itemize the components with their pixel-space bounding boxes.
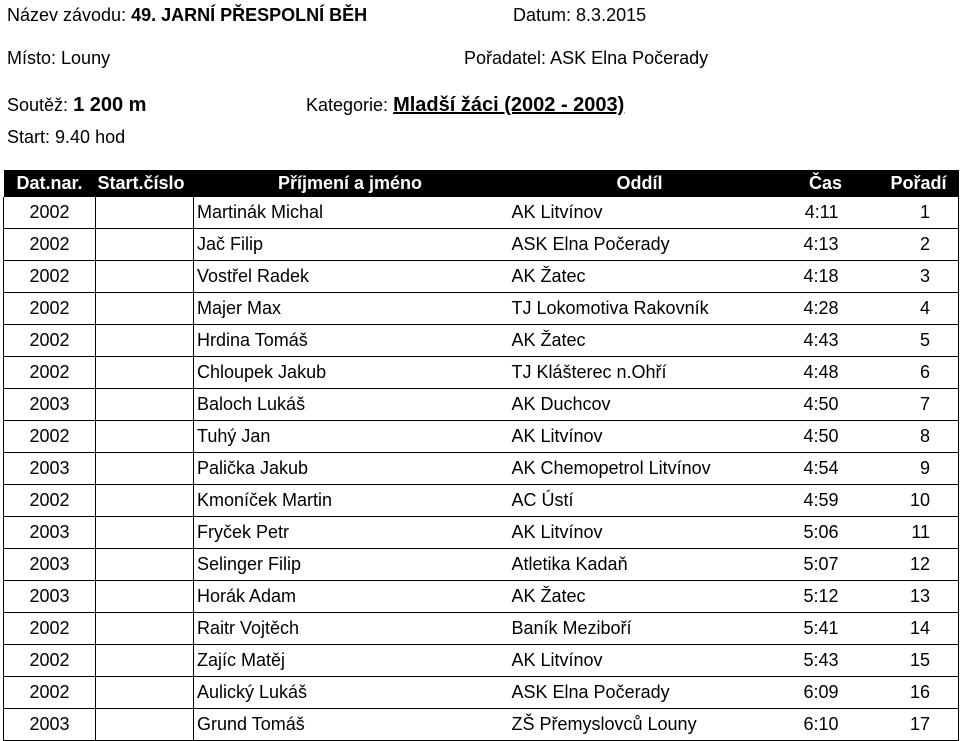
athlete-name-cell: Horák Adam [194,581,507,613]
column-header-club: Oddíl [507,170,773,197]
athlete-name-cell: Aulický Lukáš [194,677,507,709]
birth-year-cell: 2002 [4,325,96,357]
athlete-name-cell: Hrdina Tomáš [194,325,507,357]
time-cell: 4:11 [773,197,879,229]
time-cell: 4:43 [773,325,879,357]
place-cell: 2 [879,229,959,261]
date-line [513,4,646,26]
place-cell: 8 [879,421,959,453]
time-cell: 4:48 [773,357,879,389]
table-row [4,453,959,485]
athlete-name-cell: Jač Filip [194,229,507,261]
club-cell: AK Litvínov [507,421,773,453]
place-line [7,47,110,69]
time-cell: 4:50 [773,389,879,421]
club-cell: AK Duchcov [507,389,773,421]
table-row [4,549,959,581]
bib-cell [96,709,194,741]
start-value: 9.40 hod [55,127,126,147]
athlete-name-cell: Raitr Vojtěch [194,613,507,645]
place-cell: 10 [879,485,959,517]
bib-cell [96,229,194,261]
category-line [306,94,624,116]
club-cell: Atletika Kadaň [507,549,773,581]
table-row [4,293,959,325]
birth-year-cell: 2002 [4,293,96,325]
place-cell: 6 [879,357,959,389]
place-value: Louny [61,48,111,68]
athlete-name-cell: Baloch Lukáš [194,389,507,421]
athlete-name-cell: Chloupek Jakub [194,357,507,389]
bib-cell [96,325,194,357]
place-cell: 13 [879,581,959,613]
club-cell: AK Litvínov [507,197,773,229]
birth-year-cell: 2002 [4,421,96,453]
place-cell: 14 [879,613,959,645]
athlete-name-cell: Vostřel Radek [194,261,507,293]
club-cell: TJ Klášterec n.Ohří [507,357,773,389]
birth-year-cell: 2003 [4,709,96,741]
table-row [4,485,959,517]
race-name-line [7,4,367,26]
table-row [4,709,959,741]
club-cell: AK Žatec [507,261,773,293]
club-cell: Baník Meziboří [507,613,773,645]
athlete-name-cell: Majer Max [194,293,507,325]
athlete-name-cell: Martinák Michal [194,197,507,229]
birth-year-cell: 2003 [4,581,96,613]
place-cell: 12 [879,549,959,581]
column-header-name: Příjmení a jméno [194,170,507,197]
club-cell: ASK Elna Počerady [507,229,773,261]
table-row [4,613,959,645]
organizer-label: Pořadatel: [464,48,547,68]
time-cell: 5:06 [773,517,879,549]
place-cell: 9 [879,453,959,485]
column-header-place: Pořadí [879,170,959,197]
club-cell: AC Ústí [507,485,773,517]
place-label: Místo: [7,48,57,68]
birth-year-cell: 2002 [4,229,96,261]
athlete-name-cell: Tuhý Jan [194,421,507,453]
time-cell: 6:09 [773,677,879,709]
time-cell: 4:18 [773,261,879,293]
bib-cell [96,261,194,293]
time-cell: 4:50 [773,421,879,453]
birth-year-cell: 2003 [4,453,96,485]
column-header-birth-year: Dat.nar. [4,170,96,197]
table-row [4,261,959,293]
club-cell: AK Žatec [507,325,773,357]
category-value: Mladší žáci (2002 - 2003) [393,94,625,116]
time-cell: 5:07 [773,549,879,581]
table-row [4,357,959,389]
bib-cell [96,485,194,517]
time-cell: 4:59 [773,485,879,517]
time-cell: 4:54 [773,453,879,485]
time-cell: 5:43 [773,645,879,677]
bib-cell [96,197,194,229]
birth-year-cell: 2002 [4,677,96,709]
table-row [4,229,959,261]
column-header-bib: Start.číslo [96,170,194,197]
table-row [4,645,959,677]
category-label: Kategorie: [306,95,389,115]
organizer-line [464,47,708,69]
birth-year-cell: 2002 [4,485,96,517]
race-name-label: Název závodu: [7,5,127,25]
bib-cell [96,293,194,325]
bib-cell [96,613,194,645]
bib-cell [96,357,194,389]
start-line [7,126,125,148]
column-header-time: Čas [773,170,879,197]
club-cell: ASK Elna Počerady [507,677,773,709]
table-row [4,421,959,453]
bib-cell [96,389,194,421]
club-cell: AK Žatec [507,581,773,613]
club-cell: TJ Lokomotiva Rakovník [507,293,773,325]
bib-cell [96,453,194,485]
place-cell: 4 [879,293,959,325]
time-cell: 4:28 [773,293,879,325]
time-cell: 5:12 [773,581,879,613]
athlete-name-cell: Zajíc Matěj [194,645,507,677]
club-cell: AK Litvínov [507,645,773,677]
start-label: Start: [7,127,51,147]
bib-cell [96,677,194,709]
birth-year-cell: 2002 [4,613,96,645]
place-cell: 5 [879,325,959,357]
organizer-value: ASK Elna Počerady [550,48,709,68]
club-cell: AK Chemopetrol Litvínov [507,453,773,485]
place-cell: 15 [879,645,959,677]
birth-year-cell: 2002 [4,645,96,677]
bib-cell [96,549,194,581]
birth-year-cell: 2002 [4,261,96,293]
table-row [4,517,959,549]
place-cell: 3 [879,261,959,293]
race-name-value: 49. JARNÍ PŘESPOLNÍ BĚH [131,5,368,25]
time-cell: 5:41 [773,613,879,645]
table-row [4,581,959,613]
table-header-row [4,170,959,197]
place-cell: 1 [879,197,959,229]
athlete-name-cell: Fryček Petr [194,517,507,549]
table-row [4,197,959,229]
event-value: 1 200 m [73,94,147,116]
birth-year-cell: 2002 [4,197,96,229]
date-label: Datum: [513,5,572,25]
club-cell: AK Litvínov [507,517,773,549]
results-body [4,197,959,741]
athlete-name-cell: Selinger Filip [194,549,507,581]
bib-cell [96,517,194,549]
athlete-name-cell: Kmoníček Martin [194,485,507,517]
place-cell: 7 [879,389,959,421]
place-cell: 16 [879,677,959,709]
date-value: 8.3.2015 [576,5,647,25]
event-line [7,94,146,116]
bib-cell [96,645,194,677]
results-table [3,170,959,741]
place-cell: 11 [879,517,959,549]
table-row [4,677,959,709]
table-row [4,325,959,357]
table-row [4,389,959,421]
time-cell: 6:10 [773,709,879,741]
bib-cell [96,581,194,613]
athlete-name-cell: Grund Tomáš [194,709,507,741]
birth-year-cell: 2003 [4,389,96,421]
birth-year-cell: 2003 [4,549,96,581]
club-cell: ZŠ Přemyslovců Louny [507,709,773,741]
place-cell: 17 [879,709,959,741]
athlete-name-cell: Palička Jakub [194,453,507,485]
birth-year-cell: 2003 [4,517,96,549]
time-cell: 4:13 [773,229,879,261]
event-label: Soutěž: [7,95,69,115]
birth-year-cell: 2002 [4,357,96,389]
bib-cell [96,421,194,453]
